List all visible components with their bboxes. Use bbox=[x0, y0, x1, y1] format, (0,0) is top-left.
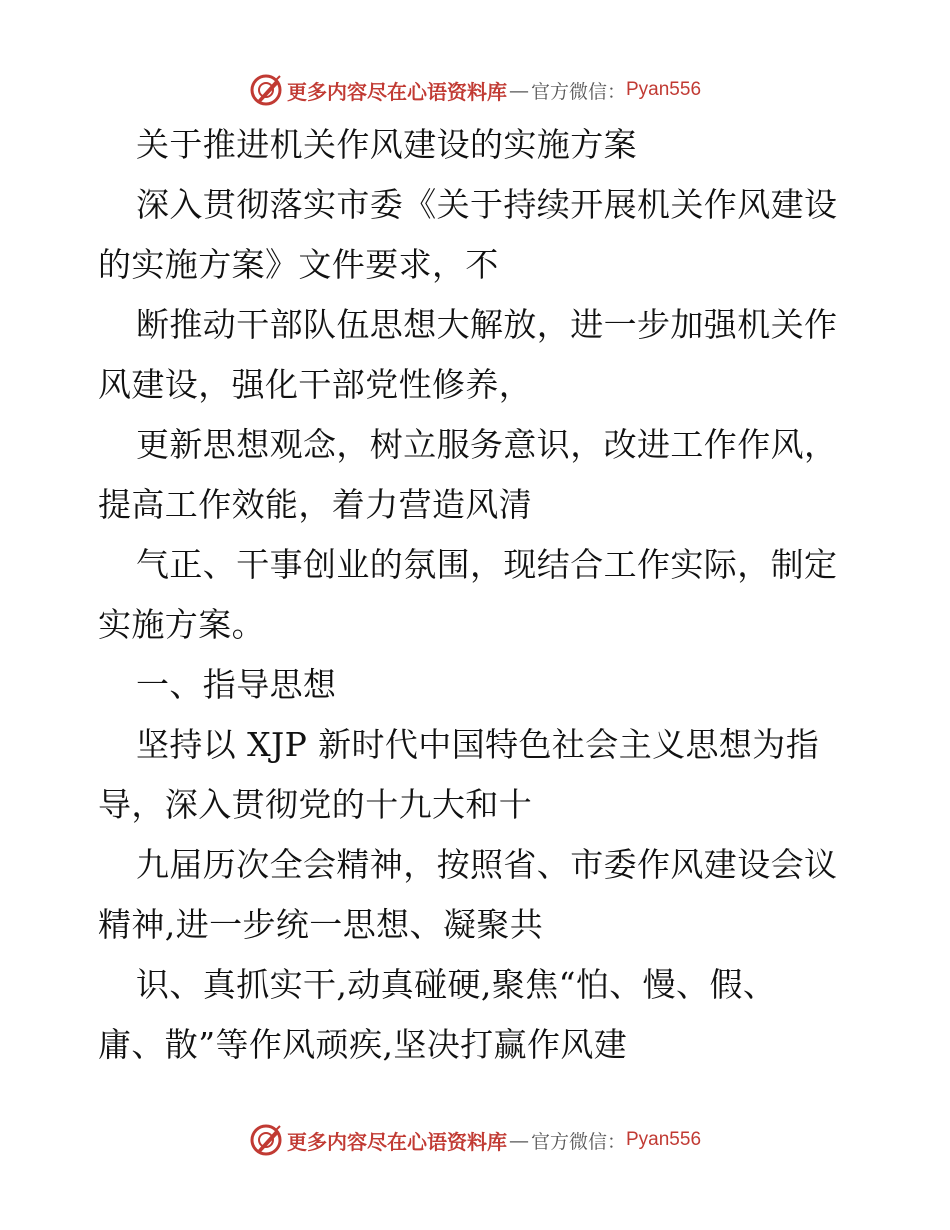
document-line: 实施方案。 bbox=[98, 605, 265, 644]
watermark-wechat-id: Pyan556 bbox=[626, 79, 702, 100]
document-line: 气正、干事创业的氛围，现结合工作实际，制定 bbox=[136, 545, 838, 584]
document-line: 庸、散”等作风顽疾,坚决打赢作风建 bbox=[98, 1025, 628, 1064]
quill-seal-icon bbox=[249, 1123, 283, 1157]
document-line: 坚持以 XJP 新时代中国特色社会主义思想为指 bbox=[136, 725, 820, 764]
document-line: 精神,进一步统一思想、凝聚共 bbox=[98, 905, 544, 944]
section-heading: 一、指导思想 bbox=[136, 665, 337, 704]
watermark-wechat-label: 官方微信： bbox=[530, 80, 626, 103]
watermark-brand: 更多内容尽在心语资料库 bbox=[286, 1129, 507, 1154]
document-line: 深入贯彻落实市委《关于持续开展机关作风建设 bbox=[136, 185, 838, 224]
document-line: 导，深入贯彻党的十九大和十 bbox=[98, 785, 533, 824]
watermark-wechat-label: 官方微信： bbox=[530, 1130, 626, 1153]
watermark-separator: — bbox=[508, 1128, 529, 1152]
watermark-header bbox=[0, 70, 950, 110]
watermark-brand: 更多内容尽在心语资料库 bbox=[286, 79, 507, 104]
document-line: 关于推进机关作风建设的实施方案 bbox=[136, 125, 637, 164]
watermark-separator: — bbox=[508, 78, 529, 102]
document-line: 的实施方案》文件要求，不 bbox=[98, 245, 499, 284]
document-line: 断推动干部队伍思想大解放，进一步加强机关作 bbox=[136, 305, 838, 344]
document-line: 识、真抓实干,动真碰硬,聚焦“怕、慢、假、 bbox=[136, 965, 777, 1004]
document-body bbox=[98, 115, 858, 1075]
document-line: 风建设，强化干部党性修养， bbox=[98, 365, 533, 404]
watermark-footer bbox=[0, 1120, 950, 1160]
document-line: 九届历次全会精神，按照省、市委作风建设会议 bbox=[136, 845, 838, 884]
document-line: 提高工作效能，着力营造风清 bbox=[98, 485, 533, 524]
watermark-wechat-id: Pyan556 bbox=[626, 1129, 702, 1150]
quill-seal-icon bbox=[249, 73, 283, 107]
document-line: 更新思想观念，树立服务意识，改进工作作风， bbox=[136, 425, 838, 464]
